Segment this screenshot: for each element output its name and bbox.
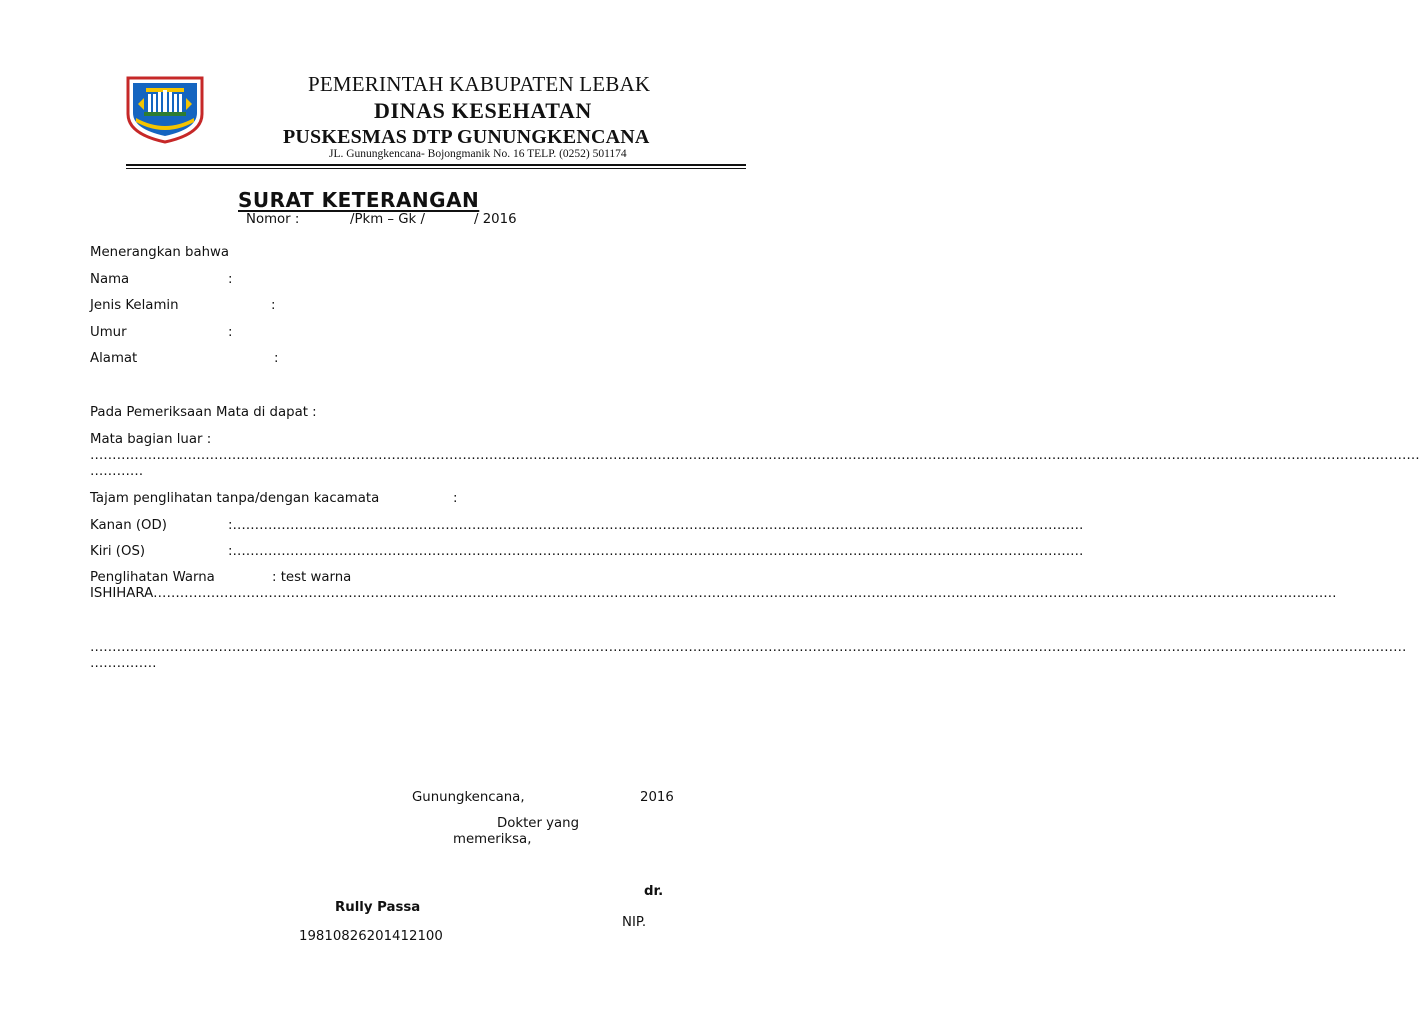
field-sep-age: : — [228, 325, 233, 340]
header-address: JL. Gunungkencana- Bojongmanik No. 16 TELP. (0252) 501174 — [329, 148, 627, 160]
field-label-gender: Jenis Kelamin — [90, 298, 179, 313]
field-label-age: Umur — [90, 325, 127, 340]
acuity-left-label: Kiri (OS) — [90, 544, 146, 559]
header-divider-thin — [126, 168, 746, 169]
field-label-address: Alamat — [90, 351, 138, 366]
letter-number-year: / 2016 — [474, 212, 517, 227]
acuity-left-value: :………………………………………………………………………………………………………………………………………………………………………… — [228, 544, 1084, 559]
remarks-dotted-line-2: …………… — [90, 656, 157, 671]
acuity-right-value: :………………………………………………………………………………………………………………………………………………………………………… — [228, 518, 1084, 533]
letter-number-label: Nomor : — [246, 212, 300, 227]
field-label-name: Nama — [90, 272, 130, 287]
outer-eye-label: Mata bagian luar : — [90, 432, 212, 447]
remarks-dotted-line: ……………………………………………………………………………………………………………………………………………………………………………………………………………………………………………………………………… — [90, 640, 1407, 655]
letter-number-code: /Pkm – Gk / — [350, 212, 425, 227]
lebak-crest-logo — [124, 74, 206, 144]
lebak-crest-icon — [124, 74, 206, 144]
document-title: SURAT KETERANGAN — [238, 188, 480, 212]
field-sep-name: : — [228, 272, 233, 287]
signature-nip-label: NIP. — [622, 915, 647, 930]
color-vision-label: Penglihatan Warna — [90, 570, 215, 585]
signature-place: Gunungkencana, — [412, 790, 525, 805]
header-clinic-name: PUSKESMAS DTP GUNUNGKENCANA — [283, 126, 650, 148]
signature-title-prefix: dr. — [644, 884, 664, 899]
signature-role-line1: Dokter yang — [497, 816, 580, 831]
outer-eye-dotted-line-2: ………… — [90, 464, 144, 479]
signature-role-line2: memeriksa, — [453, 832, 532, 847]
signature-year: 2016 — [640, 790, 674, 805]
color-vision-value: : test warna — [272, 570, 352, 585]
field-sep-address: : — [274, 351, 279, 366]
acuity-label: Tajam penglihatan tanpa/dengan kacamata — [90, 491, 380, 506]
signature-name: Rully Passa — [335, 900, 421, 915]
intro-text: Menerangkan bahwa — [90, 245, 230, 260]
color-vision-ishihara: ISHIHARA…………………………………………………………………………………………………………………………………………………………………………………………………………………………………………… — [90, 586, 1337, 601]
exam-heading: Pada Pemeriksaan Mata di dapat : — [90, 405, 317, 420]
signature-nip-number: 19810826201412100 — [299, 929, 443, 944]
outer-eye-dotted-line: ………………………………………………………………………………………………………………………………………………………………………………………………………………………………………………………………………… — [90, 448, 1420, 463]
header-government: PEMERINTAH KABUPATEN LEBAK — [308, 72, 651, 96]
acuity-sep: : — [453, 491, 458, 506]
field-sep-gender: : — [271, 298, 276, 313]
header-agency: DINAS KESEHATAN — [374, 98, 592, 123]
header-divider — [126, 164, 746, 166]
acuity-right-label: Kanan (OD) — [90, 518, 167, 533]
